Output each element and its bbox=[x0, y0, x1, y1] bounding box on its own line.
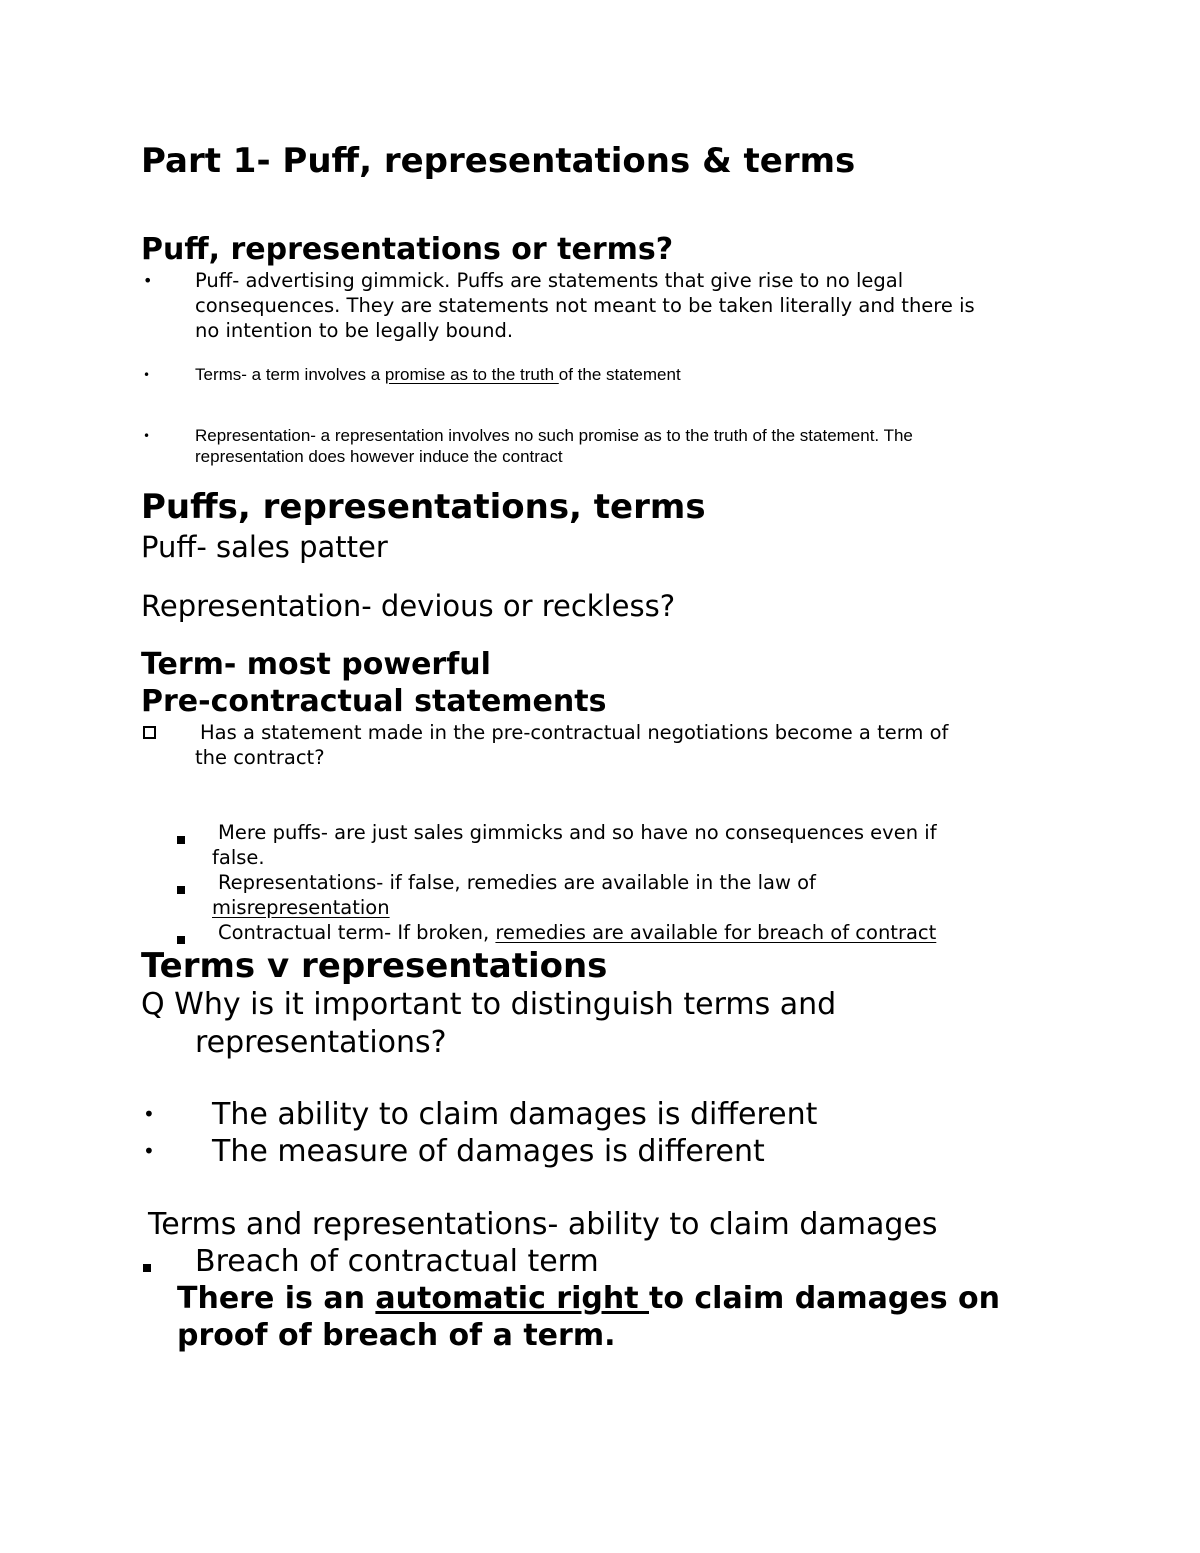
terms-definition bbox=[195, 364, 681, 386]
section-heading-terms-v-representations: Terms v representations bbox=[141, 946, 608, 986]
bullet-dot-icon: • bbox=[143, 1139, 155, 1163]
term-most-powerful: Term- most powerful bbox=[141, 647, 491, 682]
precontractual-heading: Pre-contractual statements bbox=[141, 684, 607, 719]
terms-definition-text-end: of the statement bbox=[558, 365, 681, 384]
puff-definition-line-3: no intention to be legally bound. bbox=[195, 319, 514, 342]
damages-ability-bullet: The ability to claim damages is different bbox=[212, 1097, 818, 1132]
importance-question-line-1: Q Why is it important to distinguish terms and bbox=[141, 987, 837, 1022]
puff-sales-patter: Puff- sales patter bbox=[141, 530, 388, 564]
square-bullet-icon bbox=[177, 879, 185, 898]
mere-puffs-line-2: false. bbox=[212, 846, 265, 869]
section-heading-puff-representations-terms: Puff, representations or terms? bbox=[141, 232, 674, 267]
representation-definition-line-1: Representation- a representation involves no such promise as to the truth of the statement. The bbox=[195, 426, 913, 445]
terms-definition-text: Terms- a term involves a bbox=[195, 365, 385, 384]
square-bullet-icon bbox=[143, 1257, 151, 1276]
precontract-question-line-1: Has a statement made in the pre-contractual negotiations become a term of bbox=[200, 721, 949, 744]
misrepresentation-underlined: misrepresentation bbox=[212, 896, 390, 919]
importance-question-line-2: representations? bbox=[195, 1025, 447, 1060]
part-title: Part 1- Puff, representations & terms bbox=[141, 141, 856, 181]
damages-measure-bullet: The measure of damages is different bbox=[212, 1134, 765, 1169]
representation-devious: Representation- devious or reckless? bbox=[141, 589, 676, 623]
automatic-right-underlined: automatic right bbox=[375, 1281, 649, 1316]
automatic-right-statement bbox=[177, 1280, 1000, 1317]
bullet-dot-icon: • bbox=[143, 1102, 155, 1126]
bullet-dot-icon: • bbox=[143, 429, 151, 443]
terms-definition-underlined: promise as to the truth bbox=[384, 365, 559, 384]
square-bullet-icon bbox=[177, 829, 185, 848]
mere-puffs-line-1: Mere puffs- are just sales gimmicks and so have no consequences even if bbox=[218, 821, 937, 844]
representations-remedies-line-1: Representations- if false, remedies are available in the law of bbox=[218, 871, 816, 894]
puff-definition-line-1: Puff- advertising gimmick. Puffs are statements that give rise to no legal bbox=[195, 269, 904, 292]
automatic-right-text-end: to claim damages on bbox=[649, 1281, 1001, 1316]
automatic-right-statement-line-2: proof of breach of a term. bbox=[177, 1318, 616, 1353]
puff-definition-line-2: consequences. They are statements not meant to be taken literally and there is bbox=[195, 294, 975, 317]
contractual-term-underlined: remedies are available for breach of contract bbox=[495, 921, 937, 944]
representation-definition-line-2: representation does however induce the contract bbox=[195, 447, 563, 466]
automatic-right-text: There is an bbox=[177, 1281, 376, 1316]
precontract-question-line-2: the contract? bbox=[195, 746, 325, 769]
contractual-term-text: Contractual term- If broken, bbox=[218, 921, 496, 944]
bullet-dot-icon: • bbox=[143, 368, 151, 382]
ability-to-claim-subheading: Terms and representations- ability to claim damages bbox=[148, 1207, 938, 1242]
bullet-dot-icon: • bbox=[143, 271, 153, 290]
breach-contractual-term: Breach of contractual term bbox=[195, 1244, 599, 1279]
checkbox-bullet-icon bbox=[143, 724, 156, 743]
contractual-term-remedies bbox=[218, 920, 936, 945]
section-heading-puffs-representations-terms: Puffs, representations, terms bbox=[141, 487, 706, 527]
